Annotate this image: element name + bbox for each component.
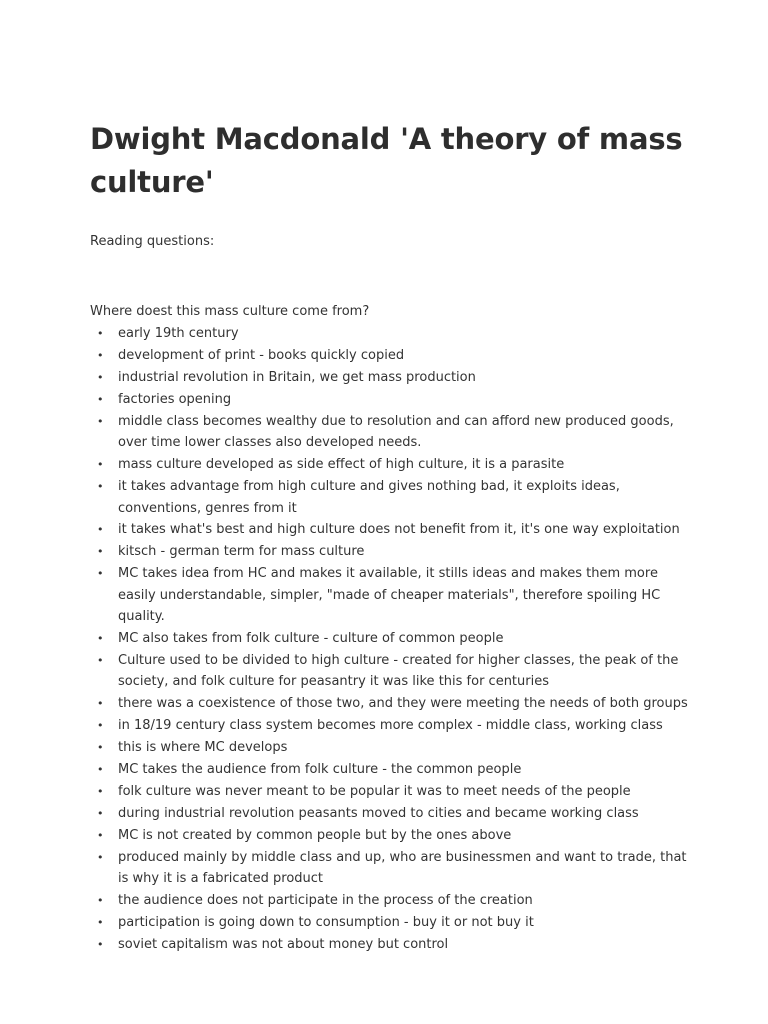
list-item-text: middle class becomes wealthy due to resolution and can afford new produced goods, over time lower classes also developed needs.	[118, 413, 674, 451]
list-item	[90, 847, 690, 890]
list-item-text: soviet capitalism was not about money but control	[118, 937, 449, 953]
list-item	[90, 934, 690, 955]
list-item	[90, 541, 690, 562]
list-item	[90, 912, 690, 933]
bullet-icon: •	[97, 785, 104, 799]
bullet-icon: •	[97, 370, 104, 384]
bullet-icon: •	[97, 719, 104, 733]
list-item	[90, 715, 690, 736]
list-item	[90, 650, 690, 693]
list-item	[90, 454, 690, 475]
notes-list	[90, 323, 690, 956]
list-item	[90, 476, 690, 519]
bullet-icon: •	[97, 523, 104, 537]
list-item-text: mass culture developed as side effect of high culture, it is a parasite	[118, 457, 565, 473]
list-item-text: in 18/19 century class system becomes more complex - middle class, working class	[118, 718, 663, 734]
bullet-icon: •	[97, 567, 104, 581]
bullet-icon: •	[97, 458, 104, 472]
bullet-icon: •	[97, 938, 104, 952]
list-item-text: it takes advantage from high culture and gives nothing bad, it exploits ideas, conventions, genres from it	[118, 479, 620, 516]
list-item-text: there was a coexistence of those two, and they were meeting the needs of both groups	[118, 696, 688, 712]
reading-questions-label: Reading questions:	[90, 234, 215, 249]
bullet-icon: •	[97, 916, 104, 930]
list-item	[90, 367, 690, 388]
list-item-text: factories opening	[118, 391, 232, 407]
list-item-text: MC is not created by common people but by the ones above	[118, 828, 512, 844]
list-item	[90, 389, 690, 410]
bullet-icon: •	[97, 632, 104, 646]
bullet-icon: •	[97, 392, 104, 406]
list-item-text: folk culture was never meant to be popular it was to meet needs of the people	[118, 784, 631, 800]
bullet-icon: •	[97, 414, 104, 428]
bullet-icon: •	[97, 348, 104, 362]
list-item	[90, 890, 690, 911]
list-item	[90, 323, 690, 344]
bullet-icon: •	[97, 545, 104, 559]
bullet-icon: •	[97, 741, 104, 755]
list-item-text: industrial revolution in Britain, we get mass production	[118, 369, 476, 385]
bullet-icon: •	[97, 763, 104, 777]
bullet-icon: •	[97, 851, 104, 865]
list-item-text: development of print - books quickly copied	[118, 347, 405, 363]
list-item-text: MC takes the audience from folk culture - the common people	[118, 762, 522, 778]
list-item-text: during industrial revolution peasants moved to cities and became working class	[118, 806, 639, 822]
list-item-text: kitsch - german term for mass culture	[118, 544, 365, 560]
list-item	[90, 519, 690, 540]
bullet-icon: •	[97, 697, 104, 711]
list-item	[90, 825, 690, 846]
list-item-text: it takes what's best and high culture does not benefit from it, it's one way exploitation	[118, 522, 680, 538]
list-item	[90, 759, 690, 780]
list-item-text: this is where MC develops	[118, 740, 288, 756]
list-item	[90, 693, 690, 714]
list-item	[90, 737, 690, 758]
list-item-text: Culture used to be divided to high culture - created for higher classes, the peak of the society, and folk culture for peasantry it was like this for centuries	[118, 653, 679, 690]
list-item-text: MC also takes from folk culture - culture of common people	[118, 631, 504, 647]
list-item	[90, 781, 690, 802]
list-item	[90, 411, 690, 454]
bullet-icon: •	[97, 327, 104, 340]
list-item-text: participation is going down to consumption - buy it or not buy it	[118, 915, 534, 931]
bullet-icon: •	[97, 480, 104, 494]
bullet-icon: •	[97, 807, 104, 821]
document-page	[90, 118, 690, 956]
bullet-icon: •	[97, 654, 104, 668]
list-item-text: early 19th century	[118, 326, 239, 341]
document-title: Dwight Macdonald 'A theory of mass culture'	[90, 122, 683, 199]
bullet-icon: •	[97, 829, 104, 843]
list-item	[90, 803, 690, 824]
bullet-icon: •	[97, 894, 104, 908]
list-item	[90, 563, 690, 627]
question-text: Where doest this mass culture come from?	[90, 304, 370, 319]
list-item-text: the audience does not participate in the process of the creation	[118, 893, 533, 909]
list-item-text: MC takes idea from HC and makes it available, it stills ideas and makes them more easily understandable, simpler, "made of cheaper materials", therefore spoiling HC quality.	[118, 566, 661, 625]
list-item	[90, 628, 690, 649]
list-item-text: produced mainly by middle class and up, who are businessmen and want to trade, that is why it is a fabricated product	[118, 850, 687, 887]
list-item	[90, 345, 690, 366]
